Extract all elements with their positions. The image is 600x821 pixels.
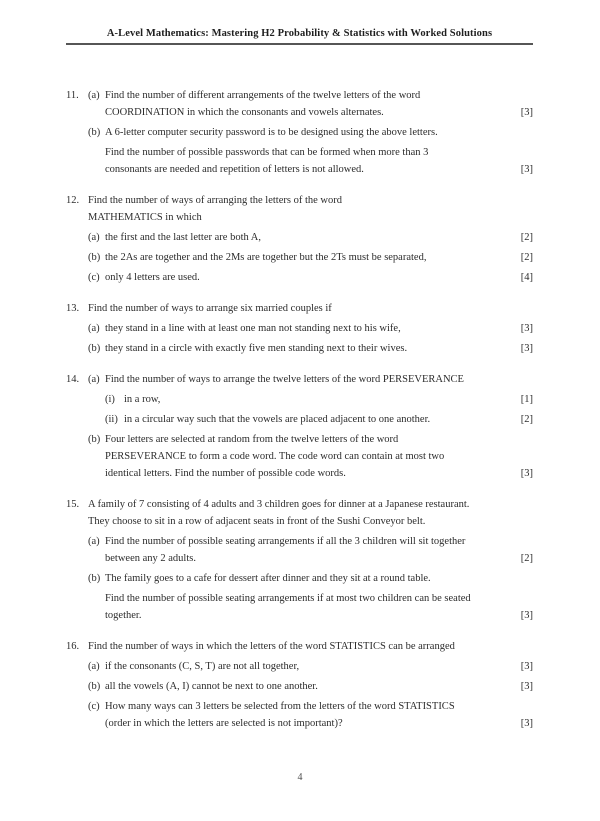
part-label: (b): [88, 252, 101, 263]
marks-badge: [1]: [520, 394, 533, 405]
line-text: Find the number of ways to arrange the twelve letters of the word PERSEVERANCE: [105, 374, 464, 385]
question-11-line-5: [66, 161, 533, 178]
question-12-line-3: [66, 229, 533, 246]
question-15-line-5: [66, 570, 533, 587]
question-13: [66, 300, 533, 357]
question-16-line-5: [66, 715, 533, 732]
line-text: the 2As are together and the 2Ms are together but the 2Ts must be separated,: [105, 252, 427, 263]
question-13-line-1: [66, 300, 533, 317]
question-number: 13.: [66, 303, 80, 314]
question-12-line-5: [66, 269, 533, 286]
line-text: COORDINATION in which the consonants and vowels alternates.: [105, 107, 384, 118]
question-number: 15.: [66, 499, 80, 510]
question-15-line-4: [66, 550, 533, 567]
line-text: Find the number of possible passwords that can be formed when more than 3: [105, 147, 429, 158]
question-14-line-2: [66, 391, 533, 408]
question-15-line-6: [66, 590, 533, 607]
subpart-label: (i): [105, 394, 115, 405]
question-11-line-3: [66, 124, 533, 141]
question-16-line-2: [66, 658, 533, 675]
line-text: PERSEVERANCE to form a code word. The code word can contain at most two: [105, 451, 445, 462]
part-label: (a): [88, 90, 100, 101]
question-11-line-4: [66, 144, 533, 161]
question-number: 11.: [66, 90, 79, 101]
marks-badge: [3]: [520, 610, 533, 621]
page-header: [66, 0, 533, 45]
question-14-line-6: [66, 465, 533, 482]
marks-badge: [2]: [520, 553, 533, 564]
marks-badge: [3]: [520, 164, 533, 175]
marks-badge: [2]: [520, 252, 533, 263]
question-14-line-3: [66, 411, 533, 428]
header-title: A-Level Mathematics: Mastering H2 Probability & Statistics with Worked Solutions: [106, 28, 493, 39]
marks-badge: [3]: [520, 718, 533, 729]
part-label: (a): [88, 536, 100, 547]
line-text: in a row,: [124, 394, 161, 405]
line-text: Find the number of ways to arrange six married couples if: [88, 303, 332, 314]
line-text: How many ways can 3 letters be selected from the letters of the word STATISTICS: [105, 701, 455, 712]
line-text: A 6-letter computer security password is to be designed using the above letters.: [105, 127, 438, 138]
part-label: (b): [88, 434, 101, 445]
line-text: consonants are needed and repetition of letters is not allowed.: [105, 164, 364, 175]
question-16: [66, 638, 533, 732]
question-14-line-4: [66, 431, 533, 448]
marks-badge: [4]: [520, 272, 533, 283]
line-text: between any 2 adults.: [105, 553, 196, 564]
part-label: (b): [88, 127, 101, 138]
question-13-line-2: [66, 320, 533, 337]
line-text: Find the number of different arrangements of the twelve letters of the word: [105, 90, 421, 101]
part-label: (b): [88, 681, 101, 692]
line-text: the first and the last letter are both A,: [105, 232, 261, 243]
question-number: 12.: [66, 195, 80, 206]
line-text: Find the number of ways in which the letters of the word STATISTICS can be arranged: [88, 641, 455, 652]
line-text: MATHEMATICS in which: [88, 212, 202, 223]
question-14-line-1: [66, 371, 533, 388]
marks-badge: [3]: [520, 681, 533, 692]
question-12-line-4: [66, 249, 533, 266]
line-text: only 4 letters are used.: [105, 272, 200, 283]
question-15: [66, 496, 533, 624]
subpart-label: (ii): [105, 414, 118, 425]
questions-list: [66, 87, 533, 732]
line-text: Find the number of possible seating arrangements if at most two children can be seated: [105, 593, 471, 604]
question-15-line-1: [66, 496, 533, 513]
line-text: The family goes to a cafe for dessert after dinner and they sit at a round table.: [105, 573, 431, 584]
question-15-line-3: [66, 533, 533, 550]
part-label: (b): [88, 573, 101, 584]
line-text: in a circular way such that the vowels are placed adjacent to one another.: [124, 414, 431, 425]
question-13-line-3: [66, 340, 533, 357]
part-label: (c): [88, 272, 100, 283]
question-15-line-2: [66, 513, 533, 530]
question-11-line-1: [66, 87, 533, 104]
part-label: (c): [88, 701, 100, 712]
line-text: A family of 7 consisting of 4 adults and 3 children goes for dinner at a Japanese restaurant.: [88, 499, 470, 510]
part-label: (a): [88, 661, 100, 672]
line-text: all the vowels (A, I) cannot be next to one another.: [105, 681, 318, 692]
question-16-line-1: [66, 638, 533, 655]
line-text: they stand in a circle with exactly five men standing next to their wives.: [105, 343, 408, 354]
marks-badge: [2]: [520, 232, 533, 243]
question-11: [66, 87, 533, 178]
question-11-line-2: [66, 104, 533, 121]
line-text: identical letters. Find the number of possible code words.: [105, 468, 346, 479]
question-12-line-1: [66, 192, 533, 209]
line-text: Find the number of ways of arranging the letters of the word: [88, 195, 342, 206]
page-number: 4: [297, 772, 303, 783]
question-12: [66, 192, 533, 286]
question-number: 14.: [66, 374, 80, 385]
line-text: (order in which the letters are selected is not important)?: [105, 718, 343, 729]
question-14-line-5: [66, 448, 533, 465]
question-15-line-7: [66, 607, 533, 624]
header-divider: [66, 43, 533, 45]
marks-badge: [3]: [520, 343, 533, 354]
marks-badge: [3]: [520, 107, 533, 118]
line-text: they stand in a line with at least one man not standing next to his wife,: [105, 323, 401, 334]
line-text: Four letters are selected at random from the twelve letters of the word: [105, 434, 399, 445]
question-number: 16.: [66, 641, 80, 652]
question-16-line-3: [66, 678, 533, 695]
part-label: (a): [88, 323, 100, 334]
line-text: They choose to sit in a row of adjacent seats in front of the Sushi Conveyor belt.: [88, 516, 426, 527]
line-text: Find the number of possible seating arrangements if all the 3 children will sit together: [105, 536, 466, 547]
question-12-line-2: [66, 209, 533, 226]
marks-badge: [2]: [520, 414, 533, 425]
part-label: (a): [88, 232, 100, 243]
marks-badge: [3]: [520, 468, 533, 479]
part-label: (b): [88, 343, 101, 354]
line-text: if the consonants (C, S, T) are not all together,: [105, 661, 300, 672]
question-14: [66, 371, 533, 482]
line-text: together.: [105, 610, 142, 621]
marks-badge: [3]: [520, 323, 533, 334]
part-label: (a): [88, 374, 100, 385]
question-16-line-4: [66, 698, 533, 715]
page-footer: [0, 772, 600, 783]
marks-badge: [3]: [520, 661, 533, 672]
